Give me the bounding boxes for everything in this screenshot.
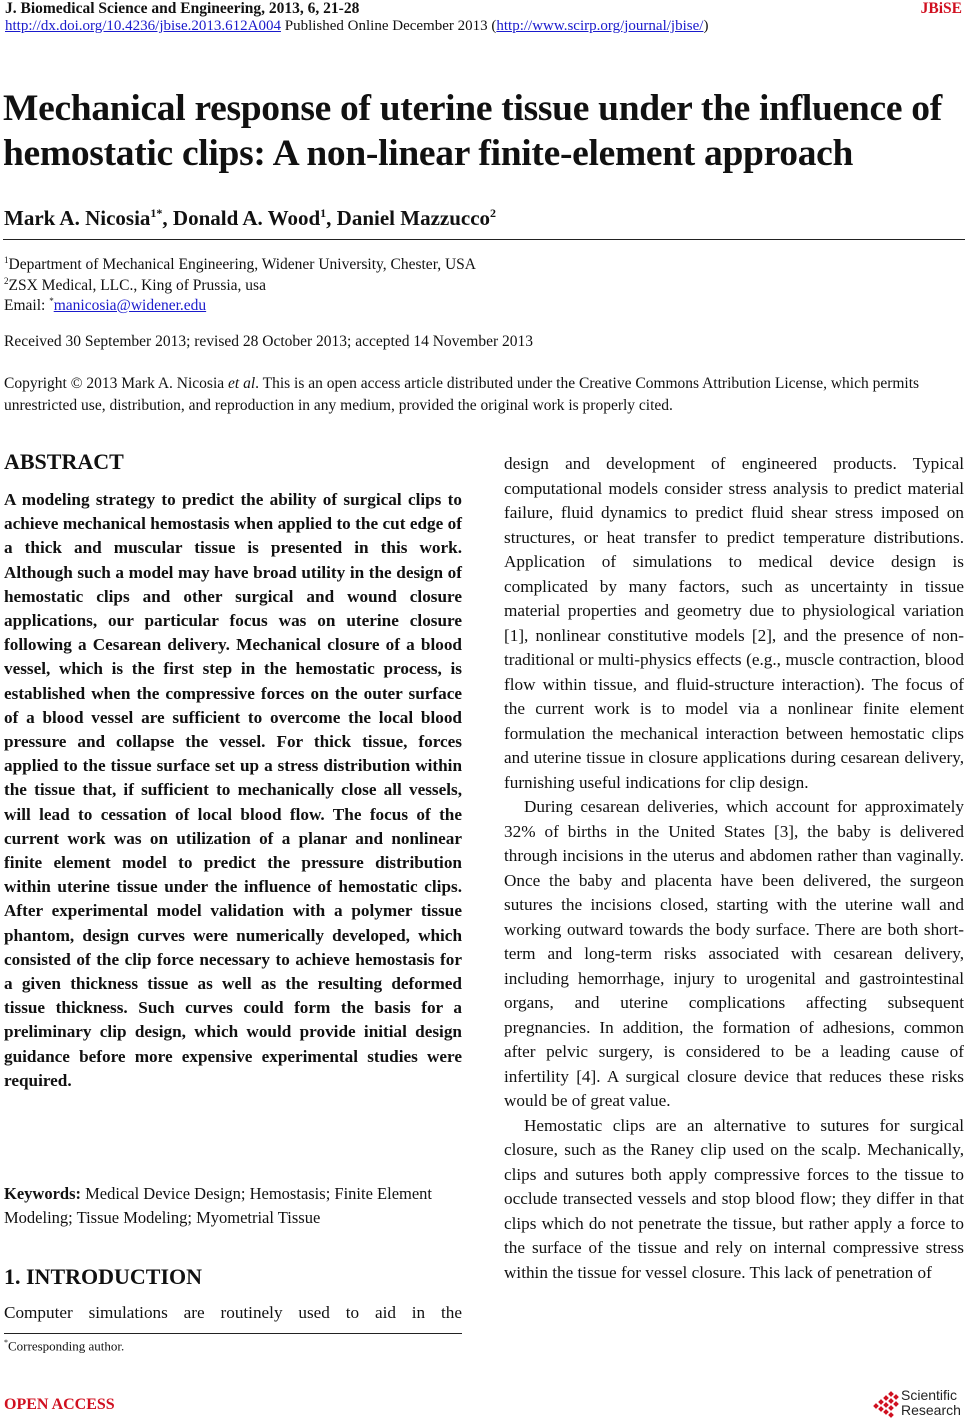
footnote	[4, 1338, 124, 1354]
email-line	[4, 291, 206, 316]
author-sup: 1	[320, 206, 327, 220]
affiliation-sup: 2	[4, 276, 9, 286]
keywords	[4, 1182, 462, 1230]
journal-url-link[interactable]: http://www.scirp.org/journal/jbise/	[496, 18, 704, 34]
paper-title: Mechanical response of uterine tissue under the influence of hemostatic clips: A non-linear finite-element approach	[3, 88, 942, 174]
paragraph: design and development of engineered products. Typical computational models consider stress analysis to predict material failure, fluid dynamics to predict fluid shear stress imposed on structures, or heat transfer to predict temperature distributions. Application of simulations to medical device design is complicated by many factors, such as uncertainty in tissue material properties and geometry due to physiological variation [1], nonlinear constitutive models [2], and the presence of non-traditional or multi-physics effects (e.g., muscle contraction, blood flow within tissue, and fluid-structure interaction). The focus of the current work is to model via a nonlinear finite element formulation the mechanical interaction between hemostatic clips and uterine tissue in closure applications during cesarean delivery, furnishing useful indications for clip design.	[504, 454, 964, 792]
keywords-text: Medical Device Design; Hemostasis; Finite Element Modeling; Tissue Modeling; Myometrial Tissue	[4, 1184, 433, 1227]
close-paren: )	[703, 18, 709, 34]
open-access-label: OPEN ACCESS	[4, 1396, 115, 1413]
copyright-pre: Copyright © 2013 Mark A. Nicosia	[4, 375, 229, 392]
author-name: Mark A. Nicosia	[4, 206, 151, 230]
author-sup: 1*	[150, 206, 163, 220]
footnote-divider	[4, 1333, 462, 1334]
affiliation-sup: 1	[4, 255, 9, 265]
header-divider	[3, 239, 965, 240]
right-column	[504, 452, 964, 1285]
footnote-sup: *	[4, 1338, 8, 1347]
keywords-label: Keywords:	[4, 1184, 81, 1203]
diamond-cluster-icon	[873, 1390, 903, 1420]
copyright-notice	[4, 373, 966, 417]
logo-line-1: Scientific	[901, 1387, 958, 1403]
scientific-research-logo	[873, 1388, 965, 1422]
author-name: Daniel Mazzucco	[336, 206, 491, 230]
copyright-etal: et al	[228, 375, 256, 392]
logo-text	[901, 1388, 961, 1418]
author-sup: 2	[490, 206, 497, 220]
copyright-post: . This is an open access article distributed under the Creative Commons Attribution License, which permits unrestricted use, distribution, and reproduction in any medium, provided the original work is properly cited.	[4, 375, 920, 414]
introduction-left-text: Computer simulations are routinely used to aid in the	[4, 1303, 462, 1322]
affiliation-text: ZSX Medical, LLC., King of Prussia, usa	[8, 277, 266, 295]
email-sup: *	[49, 296, 54, 306]
doi-link[interactable]: http://dx.doi.org/10.4236/jbise.2013.612A004	[5, 18, 281, 34]
publication-line	[5, 18, 708, 35]
email-label: Email:	[4, 297, 50, 315]
abstract-heading: ABSTRACT	[4, 449, 124, 474]
received-dates: Received 30 September 2013; revised 28 October 2013; accepted 14 November 2013	[4, 333, 533, 350]
journal-citation: J. Biomedical Science and Engineering, 2013, 6, 21-28	[5, 0, 360, 17]
abstract-body: A modeling strategy to predict the ability of surgical clips to achieve mechanical hemostasis when applied to the cut edge of a thick and muscular tissue is presented in this work. Although such a model may have broad utility in the design of hemostatic clips and other surgical and wound closure applications, our particular focus was on uterine closure following a Cesarean delivery. Mechanical closure of a blood vessel, which is the first step in the hemostatic process, is established when the compressive forces on the outer surface of a blood vessel are sufficient to overcome the local blood pressure and collapse the vessel. For thick tissue, forces applied to the tissue surface set up a stress distribution within the tissue that, if sufficient to mechanically close all vessels, will lead to cessation of local blood flow. The focus of the current work was on utilization of a planar and nonlinear finite element model to predict the pressure distribution within uterine tissue under the influence of hemostatic clips. After experimental model validation with a polymer tissue phantom, design curves were numerically developed, which consisted of the clip force necessary to achieve hemostasis for a given thickness tissue as well as the resulting deformed tissue thickness. Such curves could form the basis for a preliminary clip design, which would provide initial design guidance before more expensive experimental studies were required.	[4, 490, 462, 1090]
introduction-heading: 1. INTRODUCTION	[4, 1264, 203, 1289]
author-list: Mark A. Nicosia$^{1*}$, Donald A. Wood$^1$, Daniel Mazzucco$^2$	[4, 206, 497, 230]
paragraph: During cesarean deliveries, which account for approximately 32% of births in the United States [3], the baby is delivered through incisions in the uterus and abdomen rather than vaginally. Once the baby and placenta have been delivered, the surgeon sutures the incisions closed, starting with the uterine wall and working outward towards the body surface. There are both short-term and long-term risks associated with cesarean delivery, including hemorrhage, injury to urogenital and gastrointestinal organs, and uterine complications affecting subsequent pregnancies. In addition, the formation of adhesions, common after pelvic surgery, is considered to be a leading cause of infertility [4]. A surgical closure device that reduces these risks would be of great value.	[504, 797, 964, 1110]
author-name: Donald A. Wood	[172, 206, 321, 230]
published-text: Published Online December 2013 (	[280, 18, 497, 34]
paragraph: Hemostatic clips are an alternative to sutures for surgical closure, such as the Raney clip used on the scalp. Mechanically, clips and sutures both apply compressive forces to the tissue to occlude transected vessels and stop blood flow; they differ in that clips which do not penetrate the tissue, but rather apply a force to the surface of the tissue and rely on internal compressive stress within the tissue for vessel closure. This lack of penetration of	[504, 1115, 964, 1282]
footnote-text: Corresponding author.	[8, 1338, 125, 1354]
affiliation-text: Department of Mechanical Engineering, Widener University, Chester, USA	[8, 256, 476, 274]
logo-line-2: Research	[901, 1402, 961, 1418]
journal-brand: JBiSE	[920, 0, 962, 17]
email-link[interactable]: manicosia@widener.edu	[53, 297, 207, 315]
